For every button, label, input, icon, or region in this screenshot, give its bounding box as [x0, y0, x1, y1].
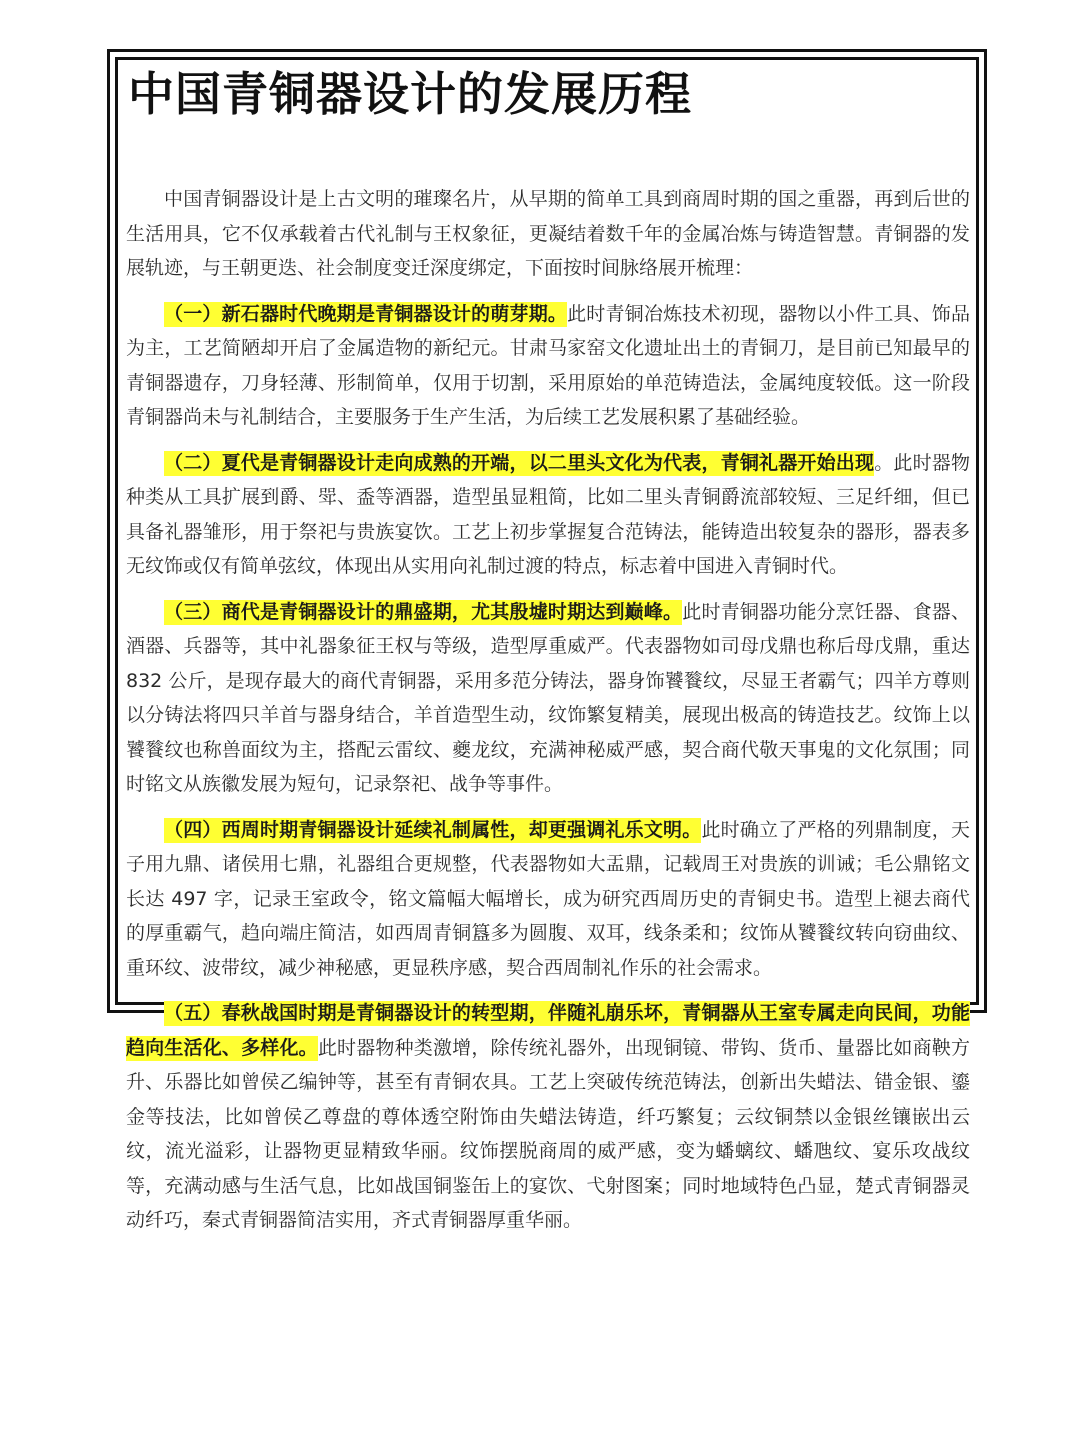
- section-5-paragraph: [126, 996, 970, 1238]
- section-4-heading: （四）西周时期青铜器设计延续礼制属性，却更强调礼乐文明。: [164, 818, 702, 841]
- section-3-paragraph: [126, 595, 970, 802]
- section-2-paragraph: [126, 446, 970, 584]
- section-5-heading: （五）春秋战国时期是青铜器设计的转型期，伴随礼崩乐坏，青铜器从王室专属走向民间，功能趋向生活化、多样化。: [126, 1002, 970, 1059]
- section-4-paragraph: [126, 813, 970, 986]
- section-1-paragraph: [126, 297, 970, 435]
- section-3-body: 此时青铜器功能分烹饪器、食器、酒器、兵器等，其中礼器象征王权与等级，造型厚重威严。代表器物如司母戊鼎也称后母戊鼎，重达 832 公斤，是现存最大的商代青铜器，采用多范分铸法，器身饰饕餮纹，尽显王者霸气；四羊方尊则以分铸法将四只羊首与器身结合，羊首造型生动，纹饰繁复精美，展现出极高的铸造技艺。纹饰上以饕餮纹也称兽面纹为主，搭配云雷纹、夔龙纹，充满神秘威严感，契合商代敬天事鬼的文化氛围；同时铭文从族徽发展为短句，记录祭祀、战争等事件。: [126, 600, 970, 795]
- article-body: [126, 182, 970, 1249]
- section-2-body: 。此时器物种类从工具扩展到爵、斝、盉等酒器，造型虽显粗简，比如二里头青铜爵流部较短、三足纤细，但已具备礼器雏形，用于祭祀与贵族宴饮。工艺上初步掌握复合范铸法，能铸造出较复杂的器形，器表多无纹饰或仅有简单弦纹，体现出从实用向礼制过渡的特点，标志着中国进入青铜时代。: [126, 451, 970, 577]
- section-5-body: 此时器物种类激增，除传统礼器外，出现铜镜、带钩、货币、量器比如商鞅方升、乐器比如曾侯乙编钟等，甚至有青铜农具。工艺上突破传统范铸法，创新出失蜡法、错金银、鎏金等技法，比如曾侯乙尊盘的尊体透空附饰由失蜡法铸造，纤巧繁复；云纹铜禁以金银丝镶嵌出云纹，流光溢彩，让器物更显精致华丽。纹饰摆脱商周的威严感，变为蟠螭纹、蟠虺纹、宴乐攻战纹等，充满动感与生活气息，比如战国铜鉴缶上的宴饮、弋射图案；同时地域特色凸显，楚式青铜器灵动纤巧，秦式青铜器简洁实用，齐式青铜器厚重华丽。: [126, 1036, 970, 1231]
- section-2-heading: （二）夏代是青铜器设计走向成熟的开端，以二里头文化为代表，青铜礼器开始出现: [164, 451, 875, 474]
- section-1-heading: （一）新石器时代晚期是青铜器设计的萌芽期。: [164, 302, 568, 325]
- page-title: 中国青铜器设计的发展历程: [128, 67, 692, 121]
- section-1-body: 此时青铜冶炼技术初现，器物以小件工具、饰品为主，工艺简陋却开启了金属造物的新纪元。甘肃马家窑文化遗址出土的青铜刀，是目前已知最早的青铜器遗存，刀身轻薄、形制简单，仅用于切割，采用原始的单范铸造法，金属纯度较低。这一阶段青铜器尚未与礼制结合，主要服务于生产生活，为后续工艺发展积累了基础经验。: [126, 302, 970, 428]
- section-3-heading: （三）商代是青铜器设计的鼎盛期，尤其殷墟时期达到巅峰。: [164, 600, 683, 623]
- section-4-body: 此时确立了严格的列鼎制度，天子用九鼎、诸侯用七鼎，礼器组合更规整，代表器物如大盂鼎，记载周王对贵族的训诫；毛公鼎铭文长达 497 字，记录王室政令，铭文篇幅大幅增长，成为研究西周历史的青铜史书。造型上褪去商代的厚重霸气，趋向端庄简洁，如西周青铜簋多为圆腹、双耳，线条柔和；纹饰从饕餮纹转向窃曲纹、重环纹、波带纹，减少神秘感，更显秩序感，契合西周制礼作乐的社会需求。: [126, 818, 970, 979]
- intro-paragraph: 中国青铜器设计是上古文明的璀璨名片，从早期的简单工具到商周时期的国之重器，再到后世的生活用具，它不仅承载着古代礼制与王权象征，更凝结着数千年的金属冶炼与铸造智慧。青铜器的发展轨迹，与王朝更迭、社会制度变迁深度绑定，下面按时间脉络展开梳理：: [126, 188, 970, 279]
